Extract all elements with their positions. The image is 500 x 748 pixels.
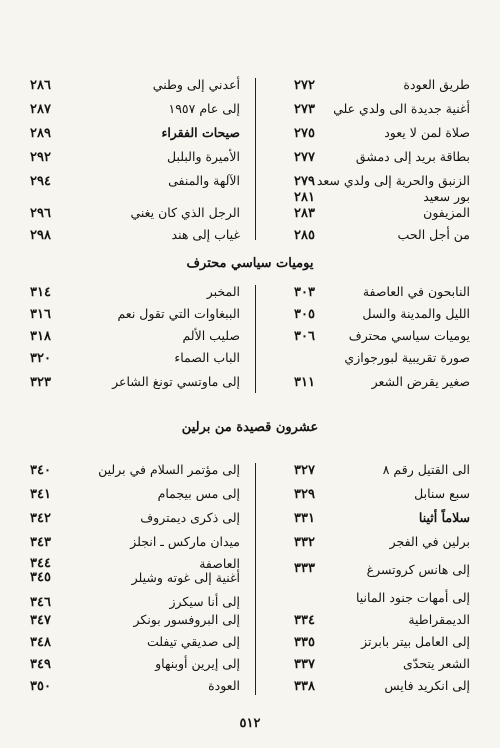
entry-title: صلاة لمن لا يعود: [384, 125, 470, 140]
entry-title: الباب الصماء: [174, 350, 240, 365]
toc-section-2: [30, 285, 470, 400]
section-heading: عشرون قصيدة من برلين: [181, 420, 319, 435]
entry-page: ٢٩٤: [30, 174, 51, 189]
entry-page: ٣٣٢: [294, 535, 315, 550]
entry-title: الببغاوات التي تقول نعم: [117, 306, 240, 321]
entry-page: ٣٤٨: [30, 635, 51, 650]
entry-page: ٢٨٥: [294, 228, 315, 243]
entry-title: صيحات الفقراء: [161, 125, 240, 140]
entry-title: أعدني إلى وطني: [152, 77, 240, 92]
entry-page: ٣١٤: [30, 285, 51, 300]
entry-title: إلى ماوتسي تونغ الشاعر: [112, 374, 240, 389]
entry-title: الرجل الذي كان يغني: [130, 205, 240, 220]
toc-row: [30, 150, 470, 174]
entry-title: غياب إلى هند: [171, 227, 240, 242]
entry-title: الأميرة والبلبل: [167, 149, 240, 164]
entry-title: إلى مؤتمر السلام في برلين: [98, 462, 240, 477]
entry-page: [30, 557, 80, 585]
entry-page: ٣٣٥: [294, 635, 315, 650]
entry-page: ٢٨٩: [30, 126, 51, 141]
entry-title: صورة تقريبية لبورجوازي: [344, 350, 470, 365]
toc-row: [30, 557, 470, 591]
entry-title-line: العاصفة: [199, 556, 240, 571]
entry-title: من أجل الحب: [397, 227, 470, 242]
entry-title: المزيفون: [423, 205, 470, 220]
entry-page: ٣٤٠: [30, 463, 51, 478]
entry-page: ٢٩٨: [30, 228, 51, 243]
entry-page: ٢٧٩: [294, 174, 315, 189]
entry-page: ٣٣٣: [294, 561, 315, 576]
section-heading: يوميات سياسي محترف: [186, 256, 314, 271]
entry-title: [90, 557, 240, 585]
entry-title: بطاقة بريد إلى دمشق: [355, 149, 470, 164]
entry-page: ٣٣٧: [294, 657, 315, 672]
entry-page: ٣٢٧: [294, 463, 315, 478]
entry-page: ٣٢٩: [294, 487, 315, 502]
entry-page: ٢٧٣: [294, 102, 315, 117]
toc-row: [30, 102, 470, 126]
entry-title: إلى البروفسور بونكر: [133, 612, 240, 627]
entry-title: سلاماً أثينا: [418, 510, 470, 525]
entry-title: الشعر يتحدّى: [403, 656, 470, 671]
entry-title: ميدان ماركس ـ انجلز: [130, 534, 240, 549]
toc-row: [30, 351, 470, 375]
entry-title: صليب الألم: [182, 328, 240, 343]
toc-row: [30, 463, 470, 487]
entry-page: ٣٠٣: [294, 285, 315, 300]
entry-page: ٣٤٩: [30, 657, 51, 672]
toc-row: [30, 535, 470, 559]
entry-page: ٣٤٣: [30, 535, 51, 550]
entry-page: ٣٠٦: [294, 329, 315, 344]
entry-title: إلى العامل بيتر بابرتز: [361, 634, 470, 649]
toc-row: [30, 126, 470, 150]
entry-page-line: ٣٤٤: [30, 556, 51, 571]
entry-title: برلين في الفجر: [389, 534, 470, 549]
entry-page: ٢٧٥: [294, 126, 315, 141]
entry-title: إلى عام ١٩٥٧: [168, 101, 240, 116]
entry-title: الديمقراطية: [408, 612, 470, 627]
entry-page: ٢٧٢: [294, 78, 315, 93]
toc-row: [30, 591, 470, 615]
entry-page-line: ٣٤٥: [30, 570, 51, 585]
entry-title: صغير يقرض الشعر: [371, 374, 470, 389]
entry-page: ٢٨١: [294, 190, 315, 205]
entry-title: إلى إيرين أوبنهاو: [155, 656, 240, 671]
entry-title: الآلهة والمنفى: [168, 173, 240, 188]
entry-title: سبع سنابل: [414, 486, 470, 501]
entry-page: ٣٢٠: [30, 351, 51, 366]
entry-page: ٢٨٣: [294, 206, 315, 221]
entry-page: ٢٨٧: [30, 102, 51, 117]
entry-page: ٣٤٢: [30, 511, 51, 526]
entry-page: ٣٠٥: [294, 307, 315, 322]
toc-row: [30, 511, 470, 535]
entry-page: ٣٤٦: [30, 595, 51, 610]
entry-title: يوميات سياسي محترف: [348, 328, 470, 343]
page-number: ٥١٢: [239, 716, 261, 731]
toc-row: [30, 78, 470, 102]
entry-title: طريق العودة: [403, 77, 470, 92]
toc-row: [30, 679, 470, 703]
entry-page: ٣٢٣: [30, 375, 51, 390]
toc-row: [30, 228, 470, 252]
entry-title: إلى انكريد فايس: [384, 678, 470, 693]
entry-page: ٣١٨: [30, 329, 51, 344]
toc-row: [30, 487, 470, 511]
toc-section-1: [30, 78, 470, 248]
entry-page: ٢٧٧: [294, 150, 315, 165]
entry-title-line: أغنية إلى غوته وشيلر: [131, 570, 240, 585]
entry-title: الى القتيل رقم ٨: [382, 462, 470, 477]
entry-page: ٣١١: [294, 375, 315, 390]
entry-page: ٣٣٨: [294, 679, 315, 694]
entry-page: ٣٤١: [30, 487, 51, 502]
entry-title: أغنية جديدة الى ولدي علي: [333, 101, 470, 116]
entry-page: ٣٣٤: [294, 613, 315, 628]
entry-page: ٢٩٢: [30, 150, 51, 165]
entry-title: المخبر: [206, 284, 240, 299]
entry-title: الزنبق والحرية إلى ولدي سعد: [316, 173, 470, 188]
entry-page: ٢٨٦: [30, 78, 51, 93]
entry-title: العودة: [208, 678, 240, 693]
entry-title: النابحون في العاصفة: [362, 284, 470, 299]
toc-section-3: [30, 463, 470, 698]
entry-title: بور سعيد: [423, 189, 470, 204]
entry-page: ٣٤٧: [30, 613, 51, 628]
entry-page: ٣٣١: [294, 511, 315, 526]
entry-title: إلى هانس كروتسرغ: [366, 562, 470, 577]
entry-page: ٣١٦: [30, 307, 51, 322]
entry-title: إلى أنا سيكرز: [169, 594, 240, 609]
entry-title: إلى صديقي تيفلت: [146, 634, 240, 649]
entry-title: إلى أمهات جنود المانيا: [355, 590, 470, 605]
entry-page: ٣٥٠: [30, 679, 51, 694]
entry-page: ٢٩٦: [30, 206, 51, 221]
entry-title: إلى ذكرى ديمتروف: [140, 510, 240, 525]
entry-title: الليل والمدينة والسل: [362, 306, 470, 321]
toc-row: [30, 375, 470, 399]
entry-title: إلى مس بيجمام: [157, 486, 240, 501]
